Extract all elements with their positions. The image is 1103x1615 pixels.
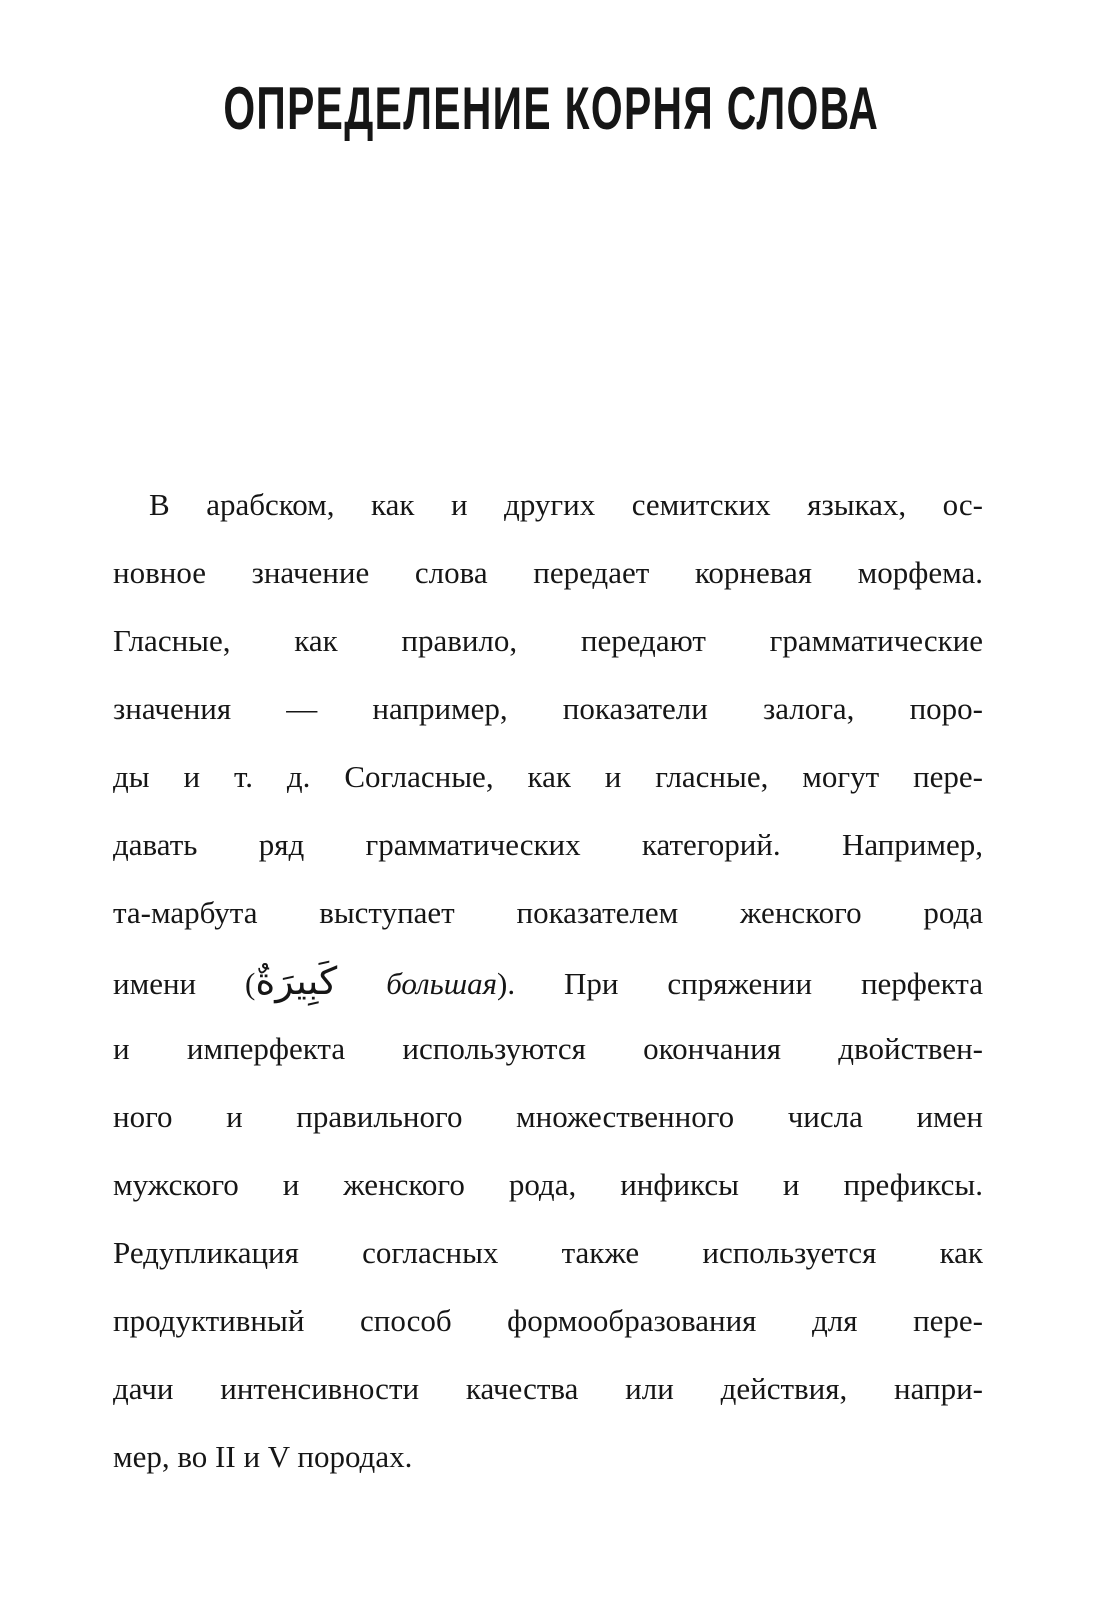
text-line (113, 1083, 983, 1151)
text-line (113, 743, 983, 811)
text-segment: Гласные, как правило, передают грамматические (113, 623, 983, 658)
text-line (113, 1219, 983, 1287)
text-segment (337, 966, 386, 1001)
text-line (113, 1423, 983, 1491)
text-line (113, 879, 983, 947)
text-line (113, 811, 983, 879)
text-segment: ). При спряжении перфекта (497, 966, 983, 1001)
page-title-text: ОПРЕДЕЛЕНИЕ КОРНЯ СЛОВА (223, 75, 880, 142)
body-paragraph (113, 471, 983, 1491)
text-segment: мер, во II и V породах. (113, 1439, 413, 1474)
arabic-word: كَبِيرَةٌ (255, 959, 338, 1003)
text-segment: новное значение слова передает корневая морфема. (113, 555, 983, 590)
text-segment: ды и т. д. Согласные, как и гласные, могут пере- (113, 759, 983, 794)
text-segment: давать ряд грамматических категорий. Например, (113, 827, 983, 862)
text-line (113, 471, 983, 539)
text-segment: дачи интенсивности качества или действия, напри- (113, 1371, 983, 1406)
text-segment: Редупликация согласных также используется как (113, 1235, 983, 1270)
text-line (113, 1015, 983, 1083)
text-segment: мужского и женского рода, инфиксы и префиксы. (113, 1167, 983, 1202)
text-line (113, 607, 983, 675)
text-line (113, 675, 983, 743)
text-line (113, 1355, 983, 1423)
text-segment: значения — например, показатели залога, поро- (113, 691, 983, 726)
text-line (113, 947, 983, 1015)
text-line (113, 539, 983, 607)
page-title (0, 75, 1103, 142)
text-segment: продуктивный способ формообразования для пере- (113, 1303, 983, 1338)
text-line (113, 1151, 983, 1219)
text-segment: ного и правильного множественного числа имен (113, 1099, 983, 1134)
text-segment: В арабском, как и других семитских языках, ос- (149, 487, 983, 522)
text-line (113, 1287, 983, 1355)
text-segment: и имперфекта используются окончания двойствен- (113, 1031, 983, 1066)
text-segment: имени ( (113, 966, 256, 1001)
text-segment: та-марбута выступает показателем женского рода (113, 895, 983, 930)
italic-word: большая (386, 966, 498, 1001)
